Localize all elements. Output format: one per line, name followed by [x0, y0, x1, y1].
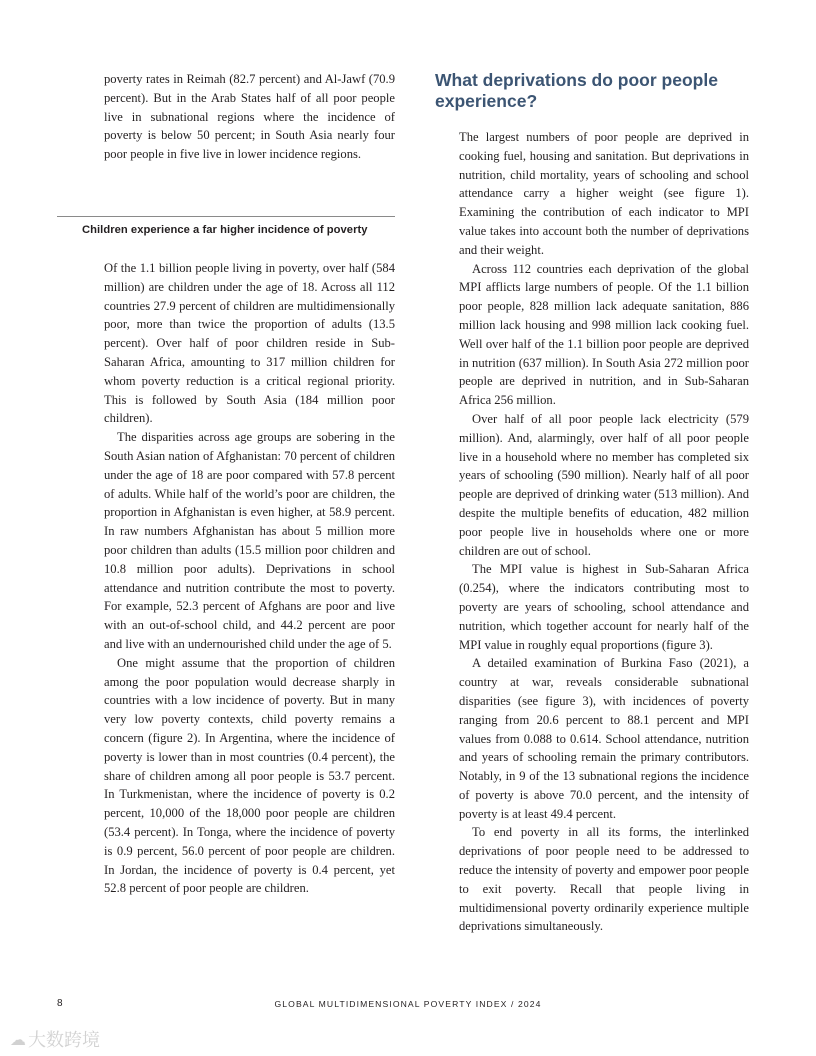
- watermark-logo-icon: ☁: [10, 1029, 26, 1049]
- body-paragraph: The MPI value is highest in Sub-Saharan Africa (0.254), where the indicators contributing most to poverty are years of schooling, school attendance and nutrition, which together account for nearly half of the MPI value in roughly equal proportions (figure 3).: [459, 562, 749, 652]
- body-paragraph: poverty rates in Reimah (82.7 percent) and Al-Jawf (70.9 percent). But in the Arab States half of all poor people live in subnational regions where the incidence of poverty is below 50 percent; in South Asia nearly four poor people in five live in lower incidence regions.: [104, 72, 395, 162]
- page-number: 8: [57, 998, 63, 1009]
- section-heading: Children experience a far higher incidence of poverty: [82, 224, 368, 236]
- page-heading: What deprivations do poor people experience?: [435, 70, 718, 111]
- body-paragraph: One might assume that the proportion of children among the poor population would decrease sharply in countries with a low incidence of poverty. But in many very low poverty contexts, child poverty remains a concern (figure 2). In Argentina, where the incidence of poverty is lower than in most countries (0.4 percent), the share of children among all poor people is 53.7 percent. In Turkmenistan, where the incidence of poverty is 0.2 percent, 10,000 of the 18,000 poor people are children (53.4 percent). In Tonga, where the incidence of poverty is 0.9 percent, 56.0 percent of poor people are children. In Jordan, the incidence of poverty is 0.4 percent, yet 52.8 percent of poor people are children.: [104, 655, 395, 896]
- watermark: [10, 1026, 100, 1052]
- body-paragraph: Over half of all poor people lack electricity (579 million). And, alarmingly, over half of all poor people live in a household where no member has completed six years of schooling (590 million). Nearly half of all poor people are deprived of drinking water (513 million). And despite the multiple benefits of education, 482 million poor people live in households where one or more children are out of school.: [459, 411, 749, 558]
- body-paragraph: The largest numbers of poor people are deprived in cooking fuel, housing and sanitation. But deprivations in nutrition, child mortality, years of schooling and school attendance carry a higher weight (see figure 1). Examining the contribution of each indicator to MPI value takes into account both the number of deprivations and their weight.: [459, 130, 749, 257]
- right-column-heading: [435, 70, 765, 112]
- body-paragraph: Of the 1.1 billion people living in poverty, over half (584 million) are children under the age of 18. Across all 112 countries 27.9 percent of children are multidimensionally poor, more than twice the proportion of adults (13.5 percent). Over half of poor children reside in Sub-Saharan Africa, amounting to 317 million children for whom poverty reduction is a critical regional priority. This is followed by South Asia (184 million poor children).: [104, 261, 395, 426]
- left-column-body: [104, 259, 395, 898]
- watermark-text: 大数跨境: [28, 1030, 100, 1051]
- running-footer-title: GLOBAL MULTIDIMENSIONAL POVERTY INDEX / 2024: [274, 999, 542, 1009]
- section-divider: [57, 216, 395, 217]
- left-column-top: [104, 70, 395, 164]
- right-column-body: [459, 128, 749, 936]
- body-paragraph: A detailed examination of Burkina Faso (2021), a country at war, reveals considerable subnational disparities (see figure 3), with incidences of poverty ranging from 20.6 percent to 88.1 percent and MPI values from 0.088 to 0.614. School attendance, nutrition and years of schooling remain the primary contributors. Notably, in 9 of the 13 subnational regions the incidence of poverty is above 70.0 percent, and the intensity of poverty is at least 49.4 percent.: [459, 656, 749, 821]
- body-paragraph: To end poverty in all its forms, the interlinked deprivations of poor people need to be addressed to reduce the intensity of poverty and empower poor people to exit poverty. Recall that people living in multidimensional poverty ordinarily experience multiple deprivations simultaneously.: [459, 825, 749, 934]
- body-paragraph: The disparities across age groups are sobering in the South Asian nation of Afghanistan: 70 percent of children under the age of 18 are poor compared with 57.8 percent of adults. While half of the world’s poor are children, the proportion in Afghanistan is even higher, at 58.9 percent. In raw numbers Afghanistan has about 5 million more poor children than adults (15.5 million poor children and 10.8 million poor adults). Deprivations in school attendance and nutrition contribute the most to poverty. For example, 52.3 percent of Afghans are poor and live with an out-of-school child, and 44.2 percent are poor and live with an undernourished child under the age of 5.: [104, 430, 395, 651]
- body-paragraph: Across 112 countries each deprivation of the global MPI afflicts large numbers of people. Of the 1.1 billion poor people, 828 million lack adequate sanitation, 886 million lack housing and 998 million lack cooking fuel. Well over half of the 1.1 billion poor people are deprived in nutrition (637 million). In South Asia 272 million poor people are deprived in nutrition, and in Sub-Saharan Africa 256 million.: [459, 261, 749, 408]
